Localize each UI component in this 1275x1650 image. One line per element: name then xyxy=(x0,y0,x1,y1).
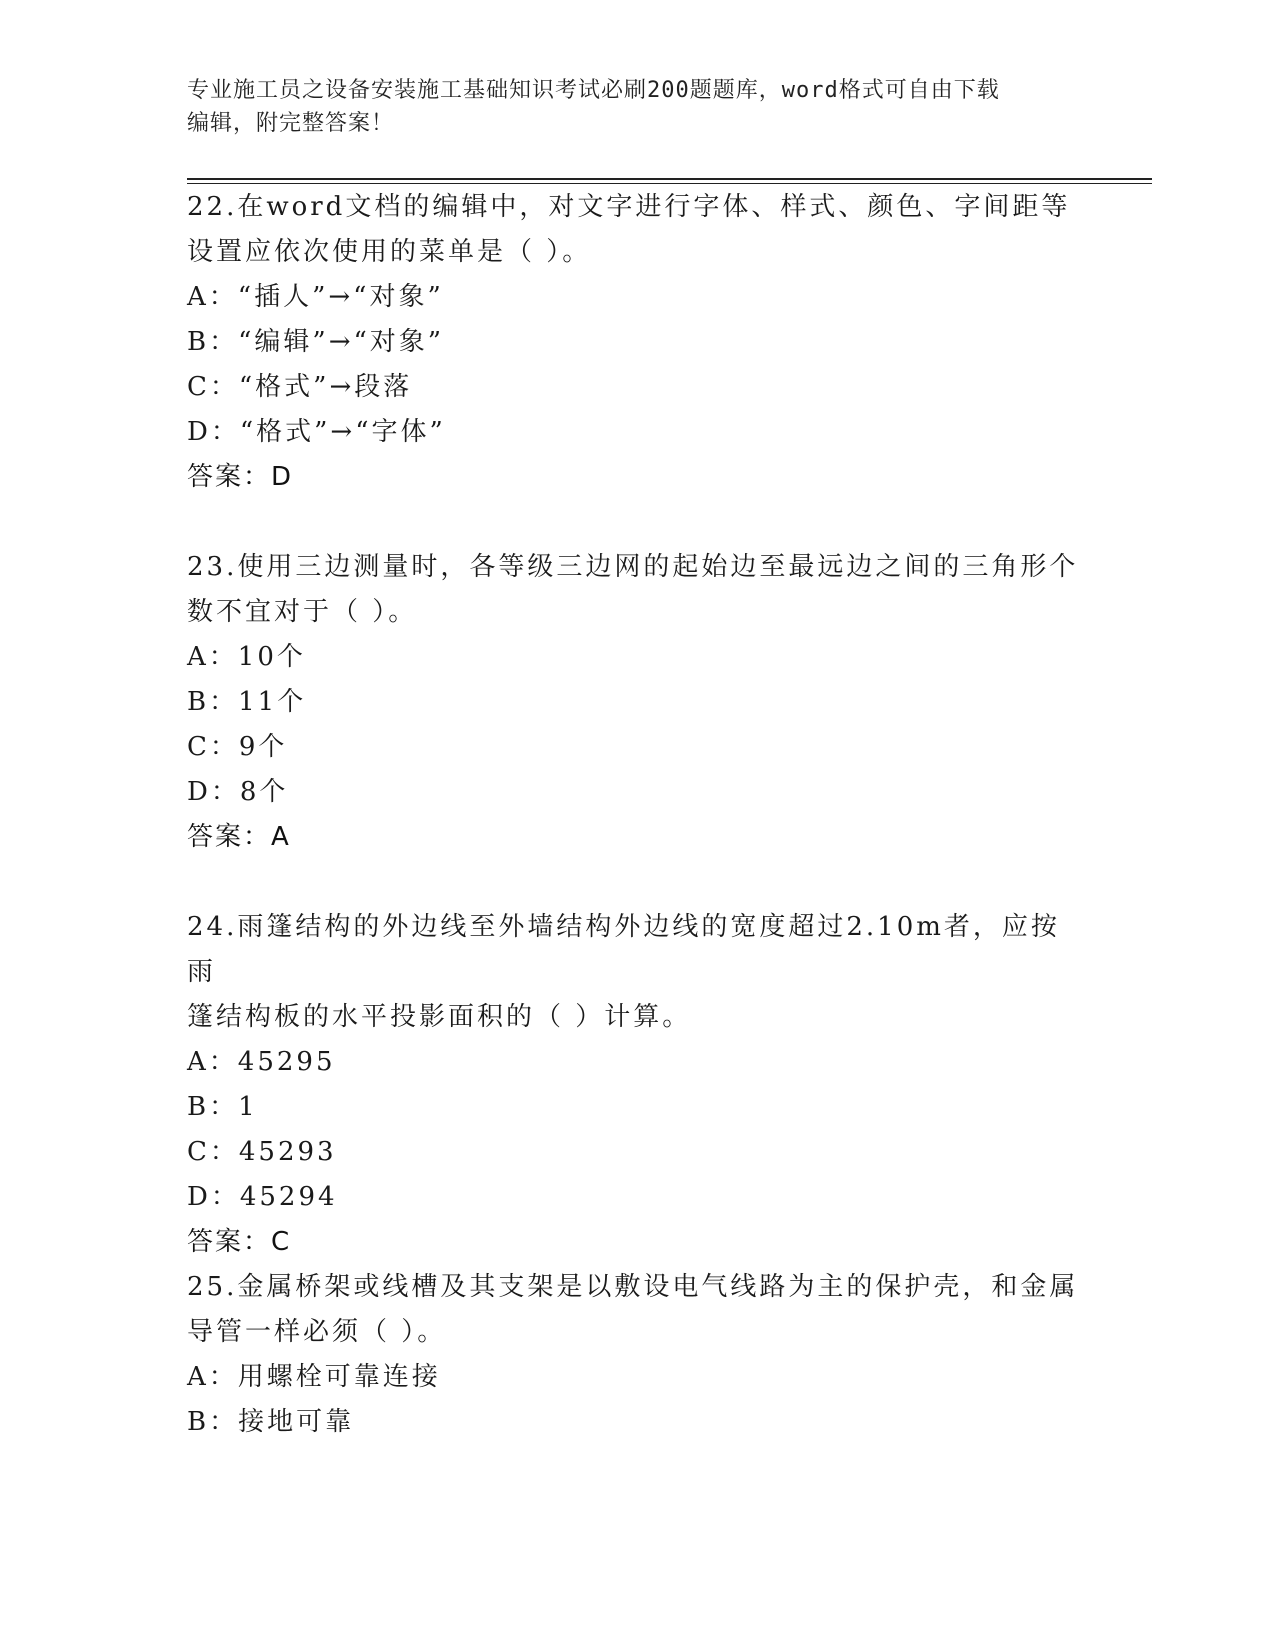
question-stem xyxy=(187,185,1087,275)
question-stem xyxy=(187,1265,1087,1355)
option-b: B：接地可靠 xyxy=(187,1407,355,1437)
header-title-line-2: 编辑，附完整答案！ xyxy=(187,111,395,136)
option-d: D：“格式”→“字体” xyxy=(187,417,446,447)
option-a: A：10个 xyxy=(187,642,306,672)
question-22 xyxy=(187,185,1087,500)
option-c: C：45293 xyxy=(187,1137,337,1167)
question-stem-line-2: 导管一样必须（ ）。 xyxy=(187,1317,447,1347)
option-d: D：45294 xyxy=(187,1182,338,1212)
option-b: B：11个 xyxy=(187,687,307,717)
header-divider-thick xyxy=(187,178,1152,180)
answer-line: 答案：D xyxy=(187,462,294,492)
question-stem-line-2: 篷结构板的水平投影面积的（ ）计算。 xyxy=(187,1002,692,1032)
option-c: C：9个 xyxy=(187,732,288,762)
option-b: B：1 xyxy=(187,1092,258,1122)
question-stem xyxy=(187,545,1087,635)
option-b: B：“编辑”→“对象” xyxy=(187,327,445,357)
answer-line: 答案：C xyxy=(187,1227,292,1257)
question-23 xyxy=(187,545,1087,860)
question-stem-line-1: 23.使用三边测量时，各等级三边网的起始边至最远边之间的三角形个 xyxy=(187,552,1079,582)
question-stem-line-2: 设置应依次使用的菜单是（ ）。 xyxy=(187,237,592,267)
header-title-line-1: 专业施工员之设备安装施工基础知识考试必刷200题题库，word格式可自由下载 xyxy=(187,78,1000,103)
option-a: A：用螺栓可靠连接 xyxy=(187,1362,441,1392)
option-a: A：“插人”→“对象” xyxy=(187,282,444,312)
question-25 xyxy=(187,1265,1087,1445)
question-stem-line-2: 数不宜对于（ ）。 xyxy=(187,597,418,627)
question-stem xyxy=(187,905,1087,1040)
header-divider-thin xyxy=(187,183,1152,184)
question-stem-line-1: 24.雨篷结构的外边线至外墙结构外边线的宽度超过2.10m者，应按雨 xyxy=(187,912,1060,987)
option-c: C：“格式”→段落 xyxy=(187,372,413,402)
option-a: A：45295 xyxy=(187,1047,336,1077)
question-stem-line-1: 22.在word文档的编辑中，对文字进行字体、样式、颜色、字间距等 xyxy=(187,192,1071,222)
option-d: D：8个 xyxy=(187,777,289,807)
question-24 xyxy=(187,905,1087,1265)
question-stem-line-1: 25.金属桥架或线槽及其支架是以敷设电气线路为主的保护壳，和金属 xyxy=(187,1272,1079,1302)
document-header xyxy=(187,74,1087,140)
answer-line: 答案：A xyxy=(187,822,291,852)
